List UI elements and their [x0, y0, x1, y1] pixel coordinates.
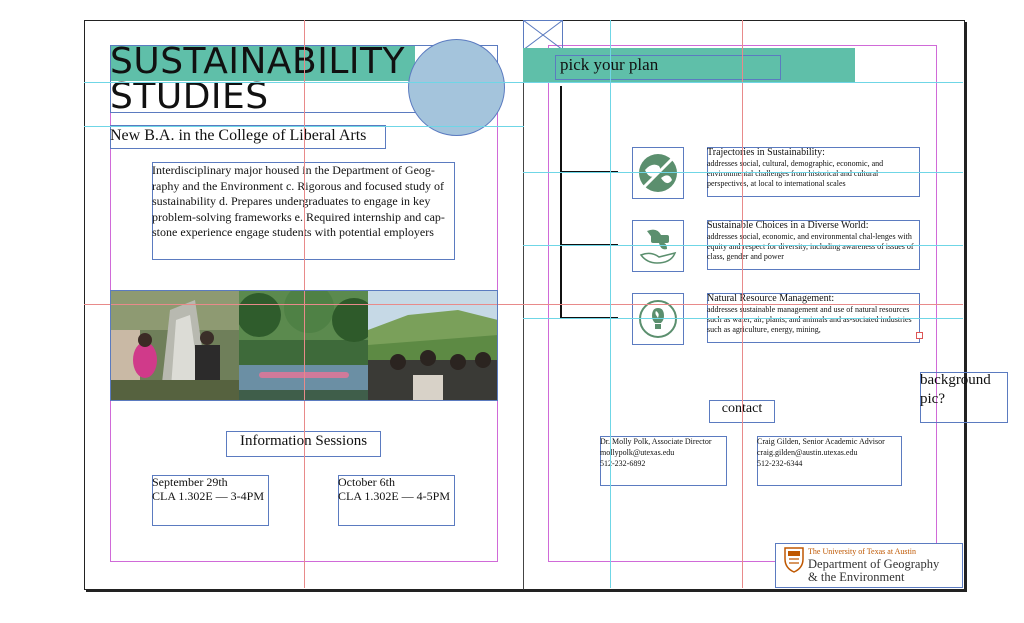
guide-vertical-cyan-1 [610, 20, 611, 588]
empty-frame-cross [523, 20, 563, 50]
plan-3-body: addresses sustainable management and use of natural resources such as water, air, plants, and animals and as-sociated industries such as agriculture, energy, mining, [707, 305, 912, 334]
contact-2-email: craig.gilden@austin.utexas.edu [757, 448, 858, 457]
title-circle [408, 39, 505, 136]
hands-plant-icon [637, 225, 679, 267]
contact-1-name: Dr. Molly Polk, Associate Director [600, 437, 712, 446]
logo-university: The University of Texas at Austin [808, 547, 916, 556]
ut-shield-icon [784, 547, 804, 573]
globe-leaf-icon [637, 152, 679, 194]
subtitle: New B.A. in the College of Liberal Arts [110, 127, 367, 144]
overset-text-marker[interactable] [916, 332, 923, 339]
plan-1-title: Trajectories in Sustainability: [707, 147, 825, 158]
guide-horizontal-cyan-6 [523, 318, 963, 319]
contact-1-phone: 512-232-6892 [600, 459, 646, 468]
plan-3-title: Natural Resource Management: [707, 293, 835, 304]
contact-heading: contact [721, 401, 763, 416]
guide-horizontal-cyan-3 [523, 82, 963, 83]
title-line-1: SUSTAINABILITY [110, 41, 406, 82]
plan-3-icon-frame [632, 293, 684, 345]
background-note: background pic? [920, 372, 991, 407]
guide-horizontal-cyan-2 [84, 126, 524, 127]
contact-2-name: Craig Gilden, Senior Academic Advisor [757, 437, 885, 446]
session-2-date: October 6th [338, 475, 395, 489]
guide-horizontal-cyan-1 [84, 82, 524, 83]
plan-1-icon-frame [632, 147, 684, 199]
description: Interdisciplinary major housed in the Department of Geog-raphy and the Environment c. Rigorous and focused study of sustainability d. Prepares undergraduates to engage in key problem-solving frameworks e. Required internship and cap-stone experience engage students with potential employers [152, 163, 445, 239]
contact-1-email: mollypolk@utexas.edu [600, 448, 675, 457]
logo-department-1: Department of Geography [808, 557, 940, 571]
session-1-detail: CLA 1.302E — 3-4PM [152, 489, 265, 503]
plan-heading: pick your plan [560, 55, 659, 74]
title-line-2: STUDIES [110, 76, 269, 117]
logo-department-2: & the Environment [808, 570, 905, 584]
photo-strip [110, 290, 498, 401]
info-heading: Information Sessions [239, 433, 368, 449]
guide-horizontal-cyan-5 [523, 245, 963, 246]
guide-horizontal-cyan-4 [523, 172, 963, 173]
plan-2-icon-frame [632, 220, 684, 272]
session-1-date: September 29th [152, 475, 228, 489]
session-2-detail: CLA 1.302E — 4-5PM [338, 489, 451, 503]
contact-2-phone: 512-232-6344 [757, 459, 803, 468]
plan-2-title: Sustainable Choices in a Diverse World: [707, 220, 869, 231]
plan-2-body: addresses social, economic, and environmental chal-lenges with equity and respect for diversity, including awareness of issues of class, gender and power [707, 232, 914, 261]
plan-bracket [558, 86, 618, 322]
plan-1-body: addresses social, cultural, demographic, economic, and environmental challenges from historical and cultural perspectives, at local to international scales [707, 159, 884, 188]
